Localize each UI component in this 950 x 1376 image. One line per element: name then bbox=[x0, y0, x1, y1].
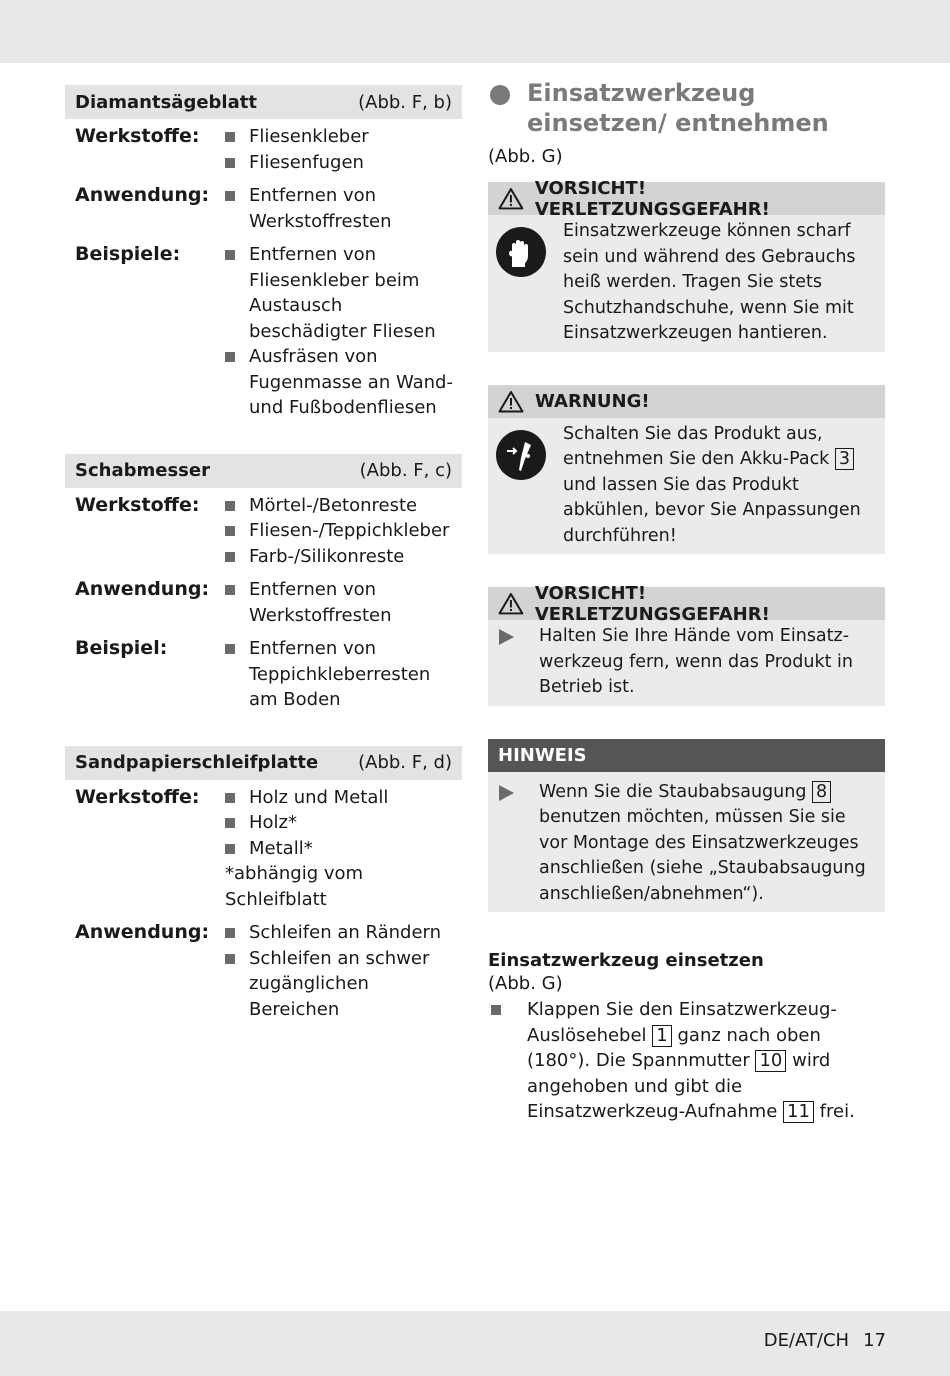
bullet-square-icon bbox=[225, 552, 235, 562]
list-item bbox=[225, 493, 462, 519]
step-text-part: frei. bbox=[819, 1101, 855, 1122]
hint-header bbox=[488, 739, 885, 772]
part-number-badge: 11 bbox=[783, 1101, 814, 1123]
part-number-badge: 1 bbox=[652, 1025, 671, 1047]
item-text: Entfernen von Werkstoffresten bbox=[249, 579, 392, 626]
tool-figure-ref: (Abb. F, d) bbox=[358, 752, 452, 773]
row-application bbox=[65, 577, 462, 628]
warning-text-part: Schalten Sie das Produkt aus, entnehmen Sie den Akku-Pack bbox=[563, 423, 830, 469]
tool-header bbox=[65, 454, 462, 488]
row-examples bbox=[65, 242, 462, 421]
caution-title: VORSICHT! VERLETZUNGSGEFAHR! bbox=[534, 177, 770, 220]
row-label: Werkstoffe: bbox=[75, 493, 200, 516]
list-item bbox=[225, 946, 462, 1023]
item-text: Fliesenfugen bbox=[249, 151, 364, 173]
row-items bbox=[225, 493, 462, 570]
warning-text bbox=[563, 422, 877, 550]
row-items bbox=[225, 183, 462, 234]
tool-figure-ref: (Abb. F, c) bbox=[359, 460, 452, 481]
item-text: Entfernen von Werkstoffresten bbox=[249, 185, 392, 232]
row-label: Werkstoffe: bbox=[75, 125, 200, 147]
caution-text: Einsatzwerkzeuge können scharf sein und während des Gebrauchs heiß werden. Tragen Sie stets Schutzhandschuhe, wenn Sie mit Einsatzwerkzeugen hantieren. bbox=[563, 221, 856, 343]
bullet-square-icon bbox=[491, 1005, 501, 1015]
subsection-title: Einsatzwerkzeug einsetzen bbox=[488, 950, 764, 971]
item-text: Entfernen von Teppichkleberresten am Boden bbox=[249, 638, 431, 710]
caution-box-hands bbox=[488, 582, 885, 706]
caution-header bbox=[488, 177, 885, 220]
bullet-square-icon bbox=[225, 250, 235, 260]
section-title: Einsatzwerkzeug einsetzen/ entnehmen bbox=[527, 79, 829, 137]
row-label: Anwendung: bbox=[75, 921, 210, 943]
hint-text-part: Wenn Sie die Staubabsaugung bbox=[539, 781, 807, 802]
footnote: *abhängig vom Schleifblatt bbox=[225, 863, 364, 910]
item-text: Schleifen an schwer zugänglichen Bereichen bbox=[249, 947, 430, 1020]
section-figure-ref: (Abb. G) bbox=[488, 146, 563, 167]
tool-title: Sandpapierschleifplatte bbox=[75, 752, 319, 773]
list-item bbox=[225, 150, 462, 176]
list-item bbox=[225, 544, 462, 570]
row-label: Beispiel: bbox=[75, 637, 168, 659]
item-text: Mörtel-/Betonreste bbox=[249, 494, 418, 516]
tool-header bbox=[65, 746, 462, 780]
list-item bbox=[225, 920, 462, 946]
list-item bbox=[225, 344, 462, 421]
arrow-right-icon bbox=[499, 785, 514, 801]
tool-scraper bbox=[65, 454, 462, 713]
row-label: Beispiele: bbox=[75, 243, 181, 265]
caution-title: VORSICHT! VERLETZUNGSGEFAHR! bbox=[534, 582, 770, 625]
item-text: Farb-/Silikonreste bbox=[249, 545, 405, 567]
bullet-square-icon bbox=[225, 844, 235, 854]
instructions-column bbox=[488, 78, 885, 1125]
bullet-square-icon bbox=[225, 954, 235, 964]
warning-header bbox=[488, 385, 885, 418]
warning-body bbox=[488, 418, 885, 555]
row-materials bbox=[65, 124, 462, 175]
tool-diamond-blade bbox=[65, 85, 462, 421]
tool-title: Schabmesser bbox=[75, 460, 210, 481]
row-application bbox=[65, 183, 462, 234]
bullet-square-icon bbox=[225, 793, 235, 803]
warning-triangle-icon bbox=[498, 390, 524, 413]
list-item bbox=[225, 810, 462, 836]
hint-text-part: benutzen möchten, müssen Sie sie vor Montage des Einsatzwerkzeuges anschließen (siehe „Staubabsaugung anschließen/abnehmen“). bbox=[539, 807, 866, 904]
caution-body bbox=[488, 620, 885, 706]
row-example bbox=[65, 636, 462, 713]
top-band bbox=[0, 0, 950, 63]
row-materials bbox=[65, 785, 462, 913]
row-application bbox=[65, 920, 462, 1022]
warning-text-part: und lassen Sie das Produkt abkühlen, bevor Sie Anpassungen durchführen! bbox=[563, 474, 861, 546]
row-items bbox=[225, 920, 462, 1022]
row-items bbox=[225, 785, 462, 913]
bullet-square-icon bbox=[225, 501, 235, 511]
page-footer bbox=[750, 1330, 886, 1351]
row-label: Anwendung: bbox=[75, 578, 210, 600]
caution-header bbox=[488, 582, 885, 625]
row-items bbox=[225, 242, 462, 421]
bullet-square-icon bbox=[225, 352, 235, 362]
item-text: Fliesenkleber bbox=[249, 126, 369, 147]
part-number-badge: 10 bbox=[755, 1050, 786, 1072]
tool-figure-ref: (Abb. F, b) bbox=[358, 91, 452, 113]
row-label: Anwendung: bbox=[75, 184, 210, 206]
list-item bbox=[225, 785, 462, 811]
item-text: Holz* bbox=[249, 812, 297, 833]
list-item bbox=[225, 636, 462, 713]
bullet-square-icon bbox=[225, 191, 235, 201]
bullet-square-icon bbox=[225, 818, 235, 828]
page-number: 17 bbox=[863, 1330, 886, 1351]
hint-title: HINWEIS bbox=[498, 744, 587, 766]
footer-region: DE/AT/CH bbox=[763, 1330, 850, 1351]
bullet-square-icon bbox=[225, 158, 235, 168]
step-text bbox=[527, 997, 885, 1125]
step-text-part: wird angehoben und gibt die Einsatzwerkzeug-Aufnahme bbox=[527, 1050, 831, 1122]
caution-box-gloves bbox=[488, 177, 885, 352]
warning-triangle-icon bbox=[498, 187, 524, 210]
tool-sanding-plate bbox=[65, 746, 462, 1023]
row-label: Werkstoffe: bbox=[75, 785, 200, 808]
instruction-step bbox=[488, 997, 885, 1125]
list-item bbox=[225, 518, 462, 544]
row-materials bbox=[65, 493, 462, 570]
list-item bbox=[225, 836, 462, 862]
item-text: Ausfräsen von Fugenmasse an Wand- und Fußbodenfliesen bbox=[249, 346, 453, 418]
part-number-badge: 3 bbox=[835, 448, 854, 470]
row-items bbox=[225, 636, 462, 713]
warning-box-battery bbox=[488, 385, 885, 555]
bullet-square-icon bbox=[225, 644, 235, 654]
arrow-right-icon bbox=[499, 629, 514, 645]
subsection-figure-ref: (Abb. G) bbox=[488, 973, 563, 994]
row-items bbox=[225, 577, 462, 628]
list-item bbox=[225, 242, 462, 344]
hint-body bbox=[488, 772, 885, 913]
caution-body bbox=[488, 215, 885, 352]
gloves-icon bbox=[496, 227, 546, 277]
section-heading bbox=[488, 78, 885, 138]
bullet-square-icon bbox=[225, 585, 235, 595]
bullet-square-icon bbox=[225, 132, 235, 142]
remove-battery-icon bbox=[496, 430, 546, 480]
list-item bbox=[225, 577, 462, 628]
section-dot-icon bbox=[490, 85, 510, 105]
item-text: Entfernen von Fliesenkleber beim Austausch beschädigter Fliesen bbox=[249, 244, 436, 342]
hint-box bbox=[488, 739, 885, 913]
item-text: Schleifen an Rändern bbox=[249, 922, 442, 943]
tool-title: Diamantsägeblatt bbox=[75, 91, 257, 113]
item-text: Fliesen-/Teppichkleber bbox=[249, 520, 450, 541]
hint-text bbox=[539, 780, 877, 908]
step-text-part: ganz nach oben (180°). Die Spannmutter bbox=[527, 1024, 821, 1071]
warning-title: WARNUNG! bbox=[535, 390, 650, 412]
step-text-part: Klappen Sie den Einsatzwerkzeug- Auslösehebel bbox=[527, 999, 837, 1046]
bullet-square-icon bbox=[225, 526, 235, 536]
row-items bbox=[225, 124, 462, 175]
part-number-badge: 8 bbox=[812, 781, 831, 803]
list-item bbox=[225, 183, 462, 234]
item-text: Metall* bbox=[249, 837, 313, 859]
bullet-square-icon bbox=[225, 928, 235, 938]
item-text: Holz und Metall bbox=[249, 786, 389, 808]
caution-text: Halten Sie Ihre Hände vom Einsatz- werkzeug fern, wenn das Produkt in Betrieb ist. bbox=[539, 626, 853, 697]
tool-table-column bbox=[65, 85, 462, 1055]
tool-header bbox=[65, 85, 462, 119]
list-item bbox=[225, 124, 462, 150]
warning-triangle-icon bbox=[498, 592, 524, 615]
